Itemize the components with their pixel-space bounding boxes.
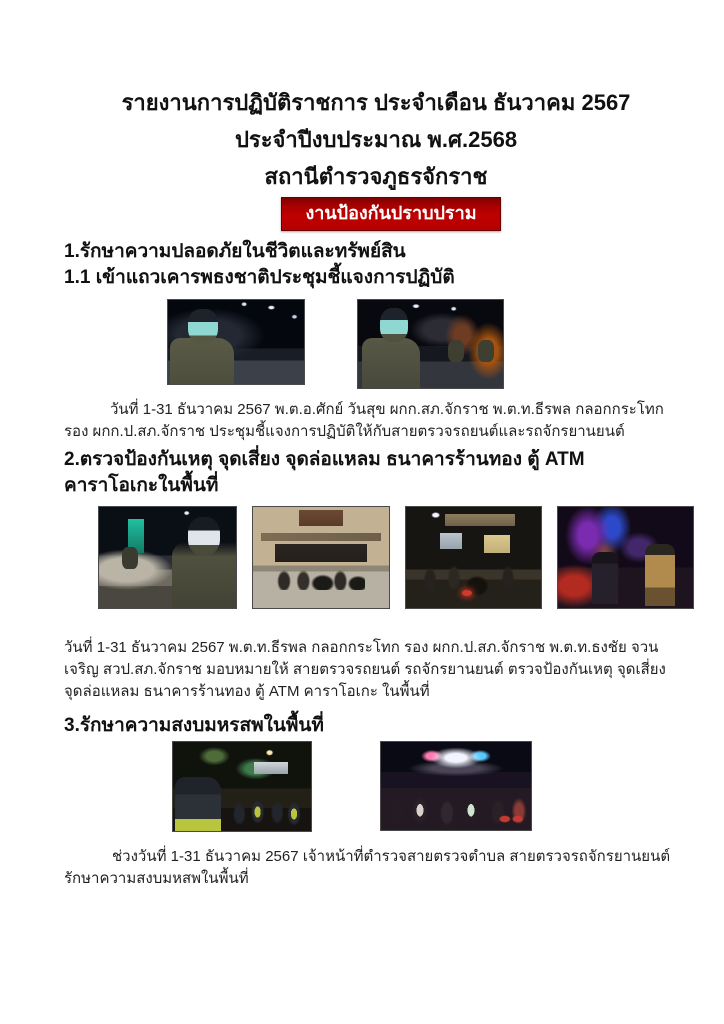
prevention-suppression-banner: งานป้องกันปราบปราม: [281, 197, 501, 231]
banner-wrap: [64, 197, 688, 231]
section-3-heading: 3.รักษาความสงบมหรสพในพื้นที่: [64, 715, 324, 736]
section-1-photo-row: [167, 299, 688, 389]
section-2-heading: 2.ตรวจป้องกันเหตุ จุดเสี่ยง จุดล่อแหลม ธนาคารร้านทอง ตู้ ATM คาราโอเกะในพื้นที่: [64, 449, 585, 496]
section-2-photo-row: [98, 506, 688, 609]
photo-night-street-patrol-selfie-2: [357, 299, 504, 389]
page-title-line-3: สถานีตำรวจภูธรจักราช: [264, 164, 488, 189]
page-title-line-1: รายงานการปฏิบัติราชการ ประจำเดือน ธันวาคม 2567: [121, 90, 631, 115]
photo-night-street-patrol-selfie-1: [167, 299, 305, 385]
section-1-heading: 1.รักษาความปลอดภัยในชีวิตและทรัพย์สิน: [64, 241, 406, 262]
section-3-paragraph: ช่วงวันที่ 1-31 ธันวาคม 2567 เจ้าหน้าที่ตำรวจสายตรวจตำบล สายตรวจรถจักรยานยนต์รักษาความสงบมหสพในพื้นที่: [64, 848, 671, 887]
page-title-line-2: ประจำปีงบประมาณ พ.ศ.2568: [234, 127, 518, 152]
photo-karaoke-venue-patrol: [557, 506, 694, 609]
photo-concert-crowd-security: [380, 741, 532, 831]
photo-police-station-front-day: [252, 506, 390, 609]
section-1-paragraph: วันที่ 1-31 ธันวาคม 2567 พ.ต.อ.ศักย์ วันสุข ผกก.สภ.จักราช พ.ต.ท.ธีรพล กลอกกระโทก รอง ผกก.ป.สภ.จักราช ประชุมชี้แจงการปฏิบัติให้กับสายตรวจรถยนต์และรถจักรยานยนต์: [64, 401, 664, 440]
section-1-1-subheading: 1.1 เข้าแถวเคารพธงชาติประชุมชี้แจงการปฏิบัติ: [64, 267, 455, 288]
title-block: [64, 84, 688, 195]
section-3-photo-row: [172, 741, 688, 832]
section-2-paragraph: วันที่ 1-31 ธันวาคม 2567 พ.ต.ท.ธีรพล กลอกกระโทก รอง ผกก.ป.สภ.จักราช พ.ต.ท.ธงชัย จวนเจริญ สวป.สภ.จักราช มอบหมายให้ สายตรวจรถยนต์ รถจักรยานยนต์ ตรวจป้องกันเหตุ จุดเสี่ยง จุดล่อแหลม ธนาคารร้านทอง ตู้ ATM คาราโอเกะ ในพื้นที่: [64, 639, 666, 700]
photo-police-station-front-night: [405, 506, 542, 609]
photo-roadside-fence-checkpoint: [98, 506, 237, 609]
photo-night-market-patrol: [172, 741, 312, 832]
